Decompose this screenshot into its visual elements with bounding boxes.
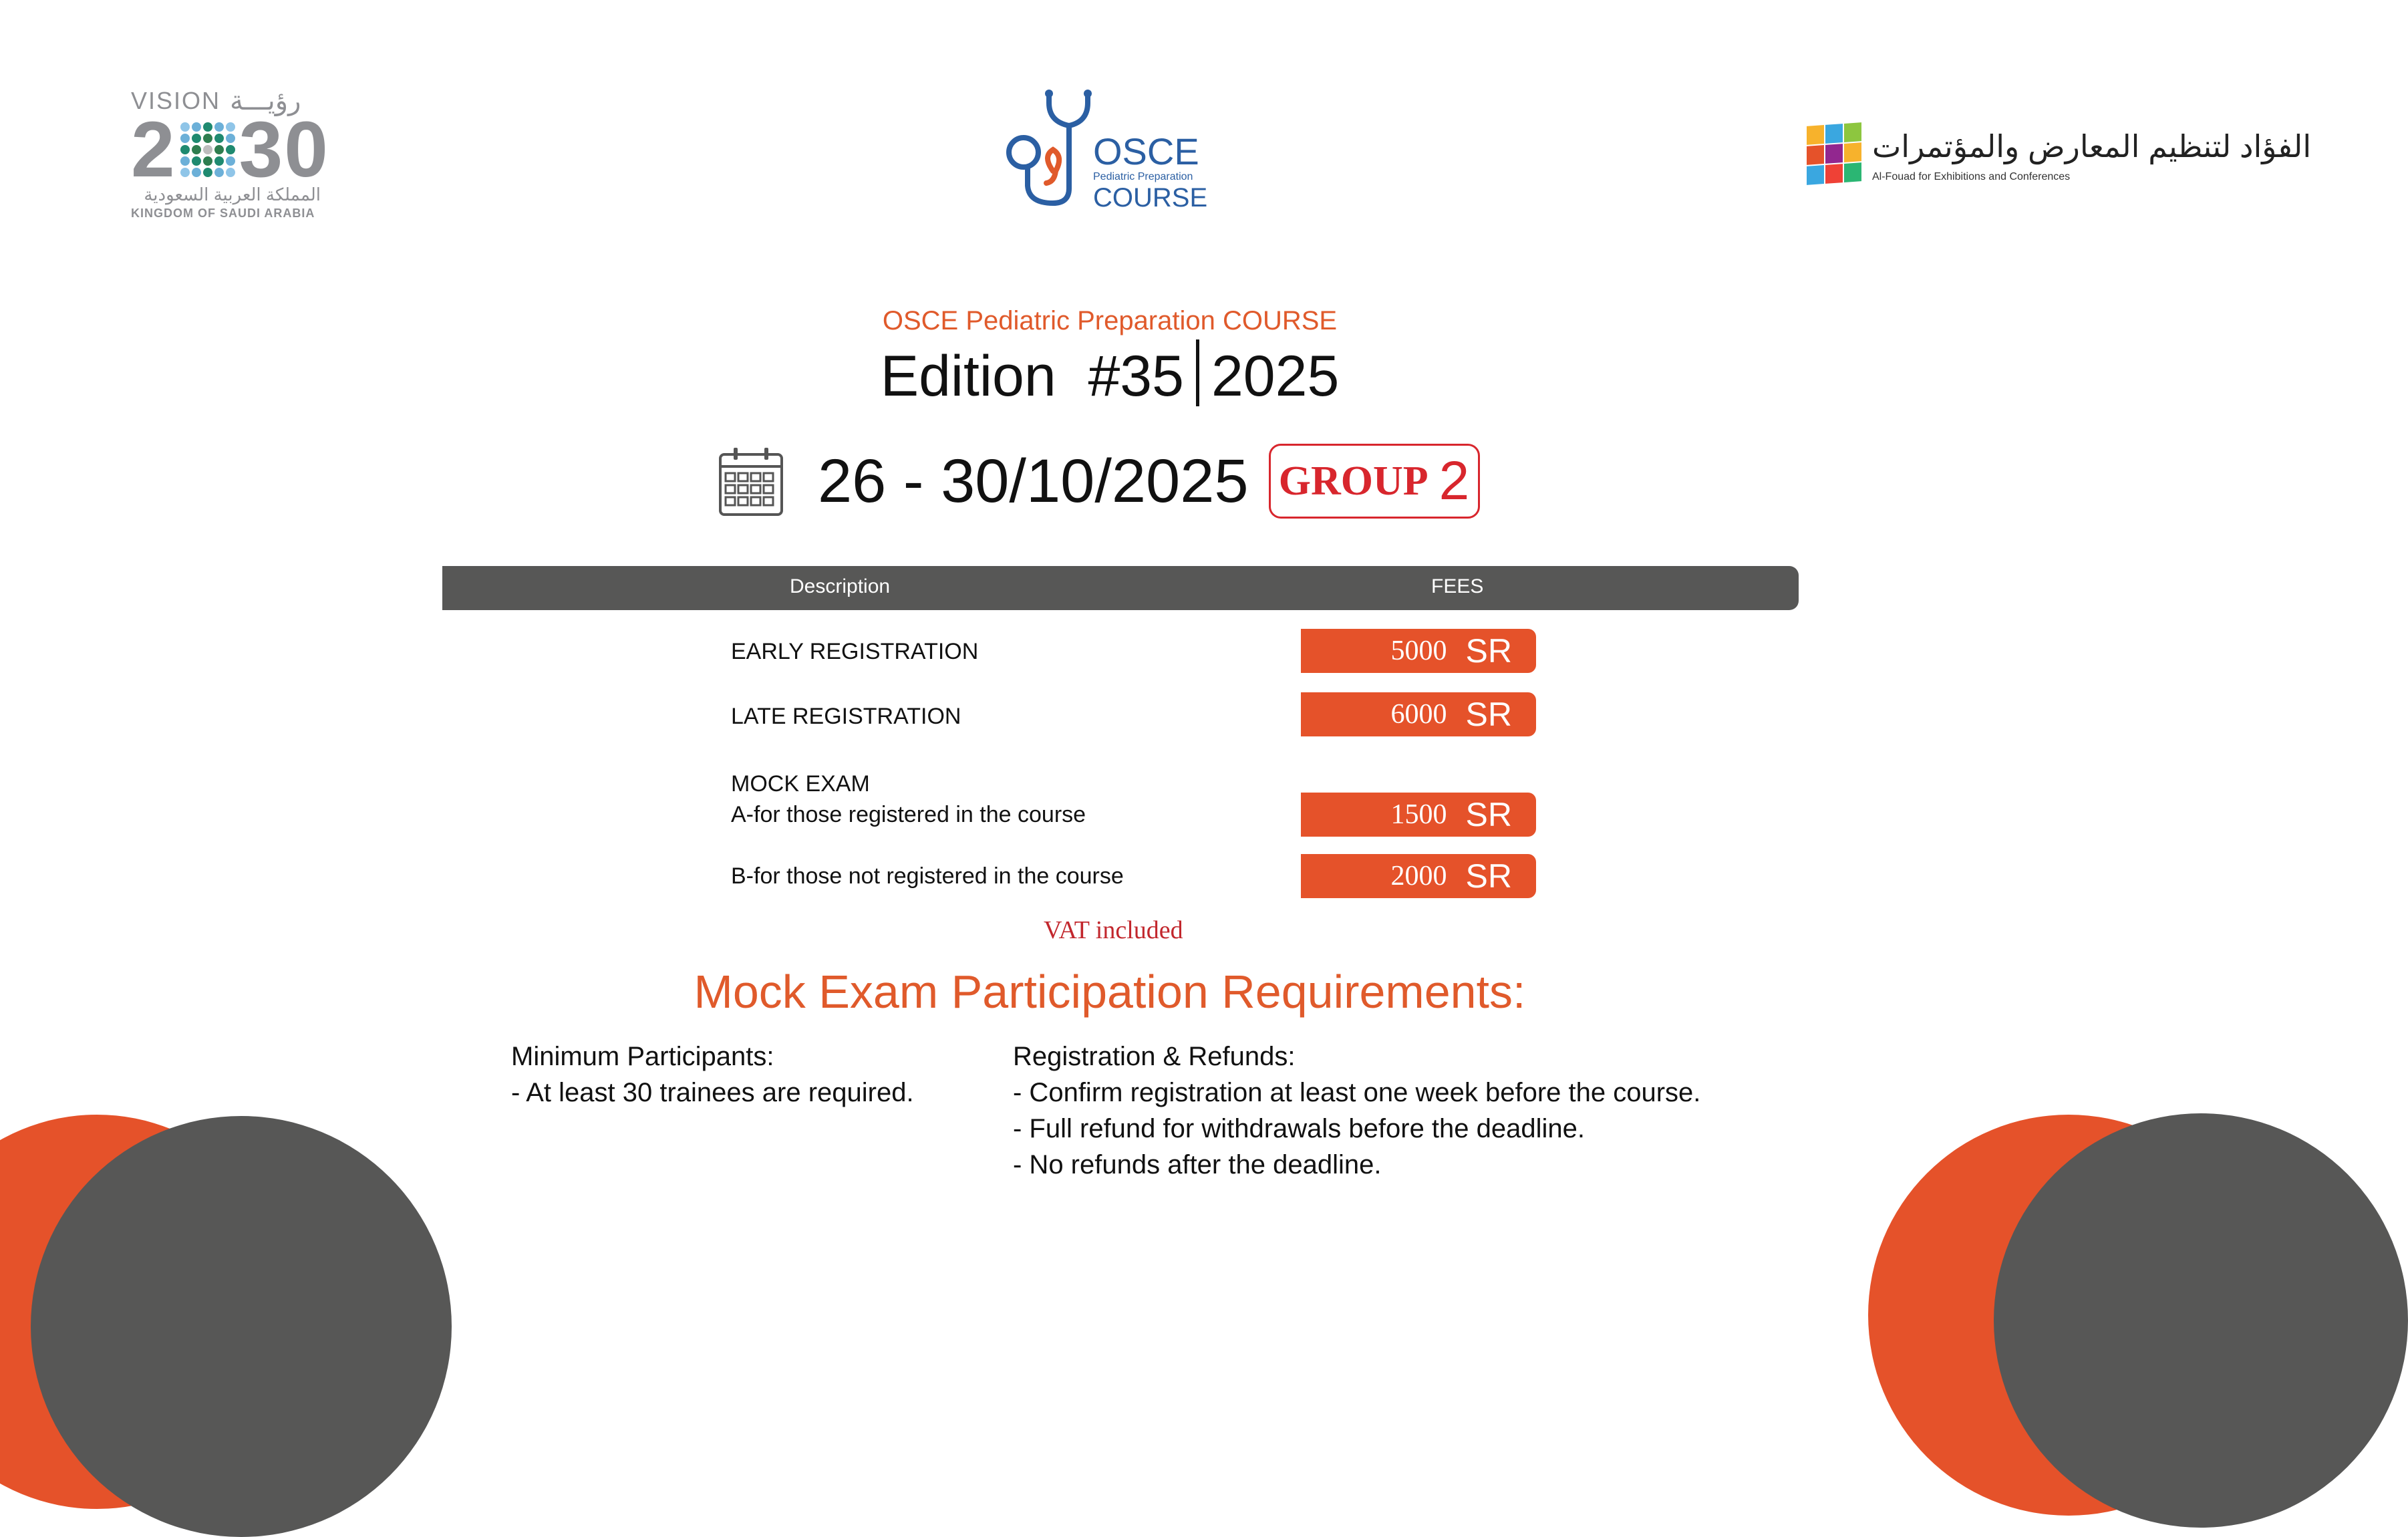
fee-currency: SR xyxy=(1465,796,1512,833)
group-word: GROUP xyxy=(1278,458,1428,504)
requirement-item: - At least 30 trainees are required. xyxy=(511,1078,914,1107)
requirements-left-column xyxy=(511,1038,979,1111)
row-label-late: LATE REGISTRATION xyxy=(731,704,961,729)
vision-kingdom: KINGDOM OF SAUDI ARABIA xyxy=(131,206,315,220)
osce-logo-course: COURSE xyxy=(1093,183,1208,213)
date-row xyxy=(718,441,1480,521)
fee-amount: 6000 xyxy=(1390,699,1447,730)
fee-currency: SR xyxy=(1465,696,1512,733)
vision-arabic: رؤيـــة xyxy=(230,86,301,116)
edition-heading xyxy=(0,339,2220,410)
fouad-mosaic-icon xyxy=(1807,122,1861,185)
al-fouad-logo xyxy=(1807,124,2312,198)
osce-logo-subtitle: Pediatric Preparation xyxy=(1093,171,1193,182)
fee-badge-mock-a xyxy=(1301,793,1536,837)
decor-circle-left-gray xyxy=(31,1116,452,1537)
vision-2030-logo xyxy=(131,86,331,219)
vision-year: 2 30 xyxy=(131,106,329,194)
row-label-early: EARLY REGISTRATION xyxy=(731,639,979,664)
requirements-title: Mock Exam Participation Requirements: xyxy=(694,966,1526,1018)
vision-word: VISION xyxy=(131,87,221,114)
edition-divider xyxy=(1196,339,1199,406)
requirements-right-column xyxy=(1013,1038,1815,1183)
row-label-mock-exam: MOCK EXAM xyxy=(731,771,870,797)
group-badge xyxy=(1269,444,1480,519)
fee-currency: SR xyxy=(1465,857,1512,895)
edition-label: Edition #35 xyxy=(880,344,1184,408)
fouad-english-name: Al-Fouad for Exhibitions and Conferences xyxy=(1872,171,2071,182)
osce-course-logo xyxy=(1002,88,1208,215)
fee-amount: 5000 xyxy=(1390,636,1447,666)
group-number: 2 xyxy=(1439,450,1470,511)
requirement-item: - Confirm registration at least one week before the course. xyxy=(1013,1078,1701,1107)
minimum-participants-heading: Minimum Participants: xyxy=(511,1042,774,1071)
calendar-icon xyxy=(718,445,784,517)
row-label-mock-a: A-for those registered in the course xyxy=(731,802,1086,827)
fee-badge-early xyxy=(1301,629,1536,673)
fouad-arabic-name: الفؤاد لتنظيم المعارض والمؤتمرات xyxy=(1872,129,2312,164)
fee-badge-late xyxy=(1301,692,1536,736)
vat-note: VAT included xyxy=(1044,916,1183,944)
column-fees: FEES xyxy=(1431,575,1484,597)
fee-amount: 2000 xyxy=(1390,861,1447,891)
fees-table-header xyxy=(442,566,1799,610)
requirement-item: - Full refund for withdrawals before the deadline. xyxy=(1013,1114,1586,1143)
vision-emblem-icon xyxy=(180,122,235,177)
requirement-item: - No refunds after the deadline. xyxy=(1013,1150,1382,1179)
edition-year: 2025 xyxy=(1211,344,1340,408)
column-description: Description xyxy=(790,575,891,597)
row-label-mock-b: B-for those not registered in the course xyxy=(731,863,1124,889)
fee-amount: 1500 xyxy=(1390,799,1447,830)
registration-refunds-heading: Registration & Refunds: xyxy=(1013,1042,1296,1071)
fee-badge-mock-b xyxy=(1301,854,1536,898)
fee-currency: SR xyxy=(1465,632,1512,670)
course-subtitle: OSCE Pediatric Preparation COURSE xyxy=(882,306,1338,335)
osce-logo-title: OSCE xyxy=(1093,130,1199,172)
course-dates: 26 - 30/10/2025 xyxy=(818,446,1249,515)
vision-arabic-kingdom: المملكة العربية السعودية xyxy=(144,184,321,204)
stethoscope-icon xyxy=(1002,88,1096,208)
decor-circle-right-gray xyxy=(1994,1113,2408,1528)
